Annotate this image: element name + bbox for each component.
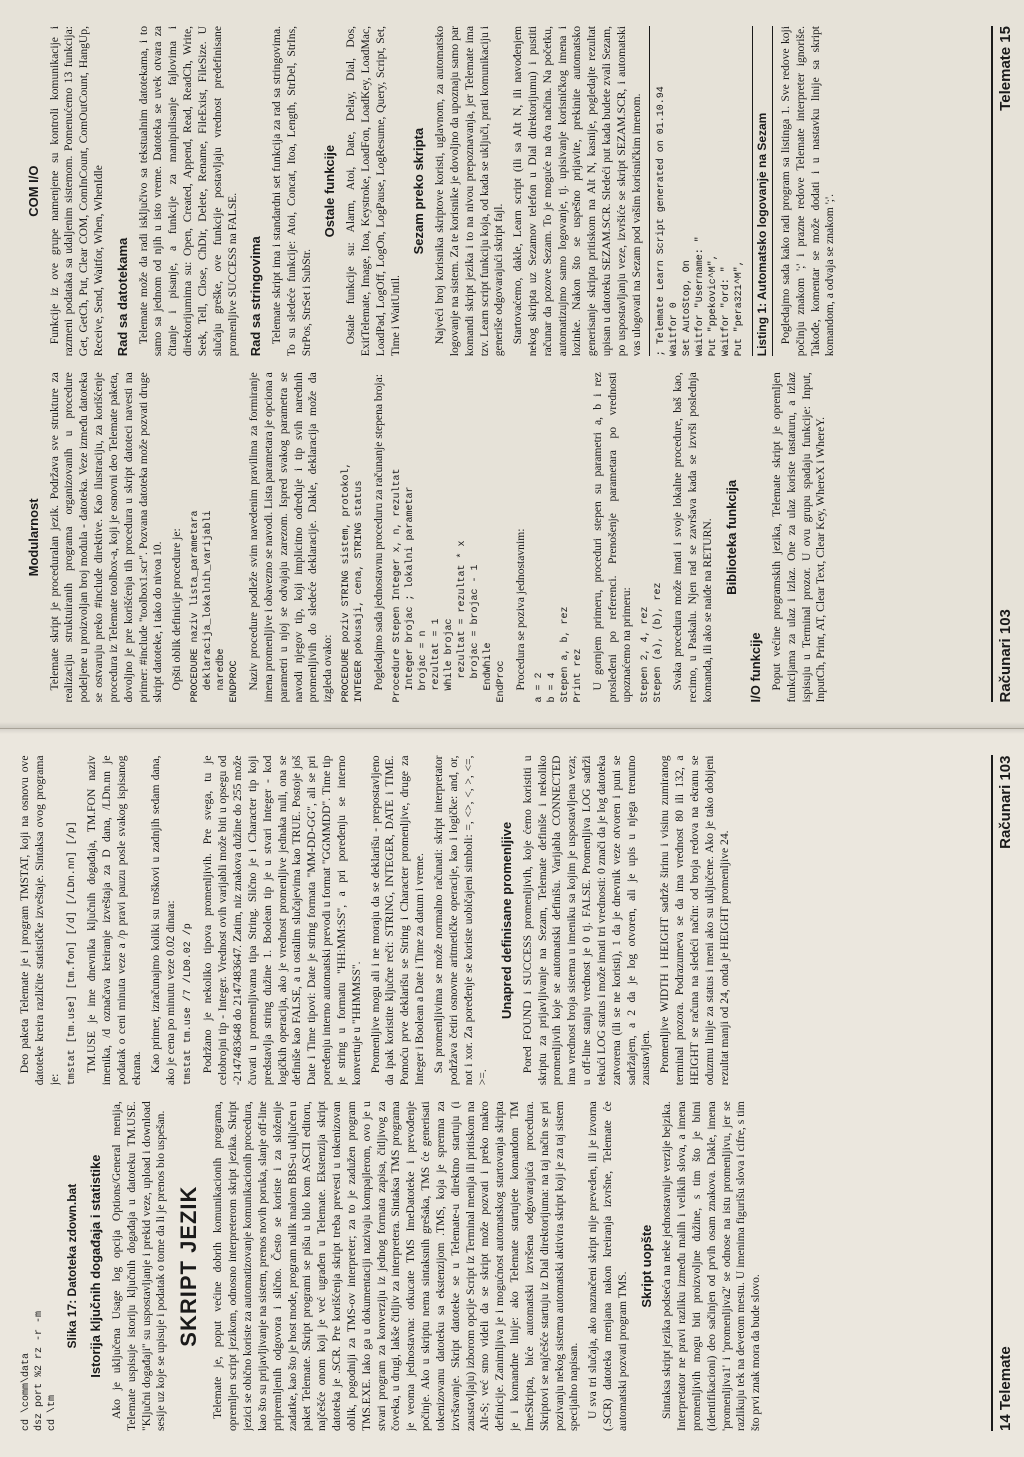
paragraph: Telemate može da radi isključivo sa tekstualnim datotekama, i to samo sa jednom od njih u isto vreme. Datoteka se uvek otvara za čitanje i pisanje, a funkcije za manipulisanje fajlovima i direktorijumima su: Open, Created, Append, Read, ReadCh, Write, Seek, Tell, Close, ChDir, Delete, Rename, FileExist, FileSize. U slučaju greške, ove funkcije postavljaju vrednost predefinisane promenljive SUCCESS na FALSE. xyxy=(136,26,239,357)
heading-datoteke: Rad sa datotekama xyxy=(114,237,130,357)
paragraph: Pogledajmo sada jednostavnu proceduru za računanje stepena broja: xyxy=(372,374,386,691)
code-stepen: Procedure Stepen Integer x, n, rezultat Integer brojac ; lokalni parametar brojac = n rezultat = 1 While brojac rezultat = rezultat * x brojac = brojac - 1 EndWhile EndProc xyxy=(391,468,507,703)
paragraph: Pogledajmo sada kako radi program sa listinga 1. Sve redove koji počinju znakom ';' i prazne redove Telemate interpreter ignoriše. Takođe, komentar se može dodati i u nastavku linije sa skript komandom, a odvaja se znakom ';'. xyxy=(778,26,837,357)
paragraph: Promenljive mogu ali i ne moraju da se deklarišu - prepostavljeno da ipak koristite ključne reči: STRING, INTEGER, DATE i TIME. Pomoću prve deklarišu se String i Character promenljive, druge za Integer i Boolean a Date i Time za datum i vreme. xyxy=(368,755,427,1086)
section-title-skript: SKRIPT JEZIK xyxy=(176,1185,202,1347)
paragraph: Pored FOUND i SUCCESS promenljivih, koje ćemo koristiti u skriptu za prijavljivanje na Sezam, Telemate definiše i nekoliko promenljivih koje se automatski definišu. Varijabla CONNECTED ima vrednost broja sistema u imeniku sa kojim je uspostavljena veza; u off-line stanju vrednost je 0 tj. FALSE. Promenljiva LOG sadrži tekući LOG status i može imati tri vrednosti: 0 znači da je log datoteka zatvorena (ili se ne koristi), 1 da je dnevnik veze otvoren i puni se sadržajem, a 2 da je log otvoren, ali je upis u njega trenutno zaustavljen. xyxy=(520,755,653,1086)
paragraph: U gornjem primeru, proceduri stepen su parametri a, b i rez prosleđeni po referenci. Prenošenje parametara po vrednosti upoznaćemo na primeru: xyxy=(590,372,634,703)
paragraph: Deo paketa Telemate je i program TMSTAT, koji na osnovu ove datoteke kreira različite statističke izveštaje. Sintaksa ovog programa je: xyxy=(18,755,61,1086)
paragraph: Sintaksa skript jezika podseća na neke jednostavnije verzije bejzika. Interpretator ne pravi razliku između malih i velikih slova, a imena promenljivih mogu biti proizvoljne dužine, s tim što je bitni (identifikacioni) deo sačinjen od prvih osam znakova. Dakle, imena 'promenljiva1' i 'promenljiva2' se odnose na istu promenljivu, jer se razlikuju tek na devetom mestu. U imenima figurišu slova i cifre, s tim što prvi znak mora da bude slovo. xyxy=(660,1101,763,1431)
page-footer-left xyxy=(991,756,1014,1432)
listing-caption: Listing 1: Automatsko logovanje na Sezam xyxy=(752,26,773,356)
paragraph: Naziv procedure podleže svim navedenim pravilima za formiranje imena promenljive i obavezno se navodi. Lista parametara je opciona a parametri u njoj se odvajaju zarezom. Ispred svakog parametra se navodi njegov tip, koji implicitno određuje i tip svih narednih promenljivih do sledeće deklaracije. Dakle, deklaracija može da izgleda ovako: xyxy=(247,372,335,703)
paragraph: Ostale funkcije su: Alarm, Atoi, Date, Delay, Dial, Dos, ExitTelemate, Image, Itoa, Keystroke, LoadFon, LoadKey, LoadMac, LoadPad, LogOff, LogOn, LogPause, LogResume, Query, Script, Set, Time i WaitUntil. xyxy=(344,26,402,357)
code-zdown: cd \comm\data dsz port %2 rz -r -m cd \tm xyxy=(21,1310,58,1431)
heading-stringovi: Rad sa stringovima xyxy=(248,236,264,357)
heading-unapred: Unapred definisane promenljive xyxy=(499,821,515,1019)
figure-caption: Slika 17: Datoteka zdown.bat xyxy=(65,1183,79,1349)
paragraph: Promenljive WIDTH i HEIGHT sadrže širinu i visinu zumiranog terminal prozora. Podrazumeva se da ima vrednost 80 ili 132, a HEIGHT se računa na sledeći način: od broja redova na ekranu se oduzmu linije za status i meni ako su uključene. Ako je tako dobijeni rezultat manji od 24, onda je HEIGHT promenljive 24. xyxy=(658,755,731,1086)
right-page-column-1 xyxy=(18,372,974,702)
code-call: a = 2 b = 4 Stepen a, b, rez Print rez xyxy=(533,606,584,703)
heading-sezam: Sezam preko skripta xyxy=(411,127,427,255)
heading-com-io: COM I/O xyxy=(26,165,41,217)
magazine-issue-left: Računari 103 xyxy=(997,755,1014,849)
paragraph: Telemate skript ima i standardni set funkcija za rad sa stringovima. To su sledeće funkcije: Atoi, Concat, Itoa, Length, StrDel, StrIns, StrPos, StrSet i SubStr. xyxy=(269,26,313,357)
paragraph: TM.USE je ime dnevnika ključnih događaja, TM.FON naziv imenika, /d označava kreiranje izveštaja za D dana, /LDn.nn je podatak o ceni minuta veze a /p pravi pauzu posle svakog ispisanog ekrana. xyxy=(85,755,143,1086)
code-listing-1: ; Telemate Learn Script generated on 01.10.94 Waitfor 0 Set AutoStop, On Waitfor "Username: " Put "ppekovic^M", Waitfor "ord: " Put "pera321^M", xyxy=(655,86,745,357)
heading-istorija: Istorija ključnih događaja i statistike xyxy=(88,1154,104,1378)
code-by-value: Stepen 2, 4, rez Stepen (a), (b), rez xyxy=(640,582,665,703)
paragraph: Funkcije iz ove grupe namenjene su kontroli komunikacije i razmeni podataka sa udaljenim sistemom. Pomenućemo 13 funkcija: Get, GetCh, Put, Clear COM, ComInCount, ComOutCount, HangUp, Receive, Send, Waitfor, When, WhenIdle xyxy=(47,26,106,357)
code-procedure-form: PROCEDURE naziv lista_parametara deklaracija_lokalnih_varijabli naredbe ENDPROC xyxy=(190,510,241,703)
paragraph: Telemate je, poput većine dobrih komunikacionih programa, opremljen script jezikom, odnosno interpreterom skript jezika. Skript jezici se obično koriste za automatizovanje komunikacionih procedura, kao što su prijavljivanje na sistem, prenos novih poruka, slanje off-line pripremljenih odgovora i slično. Često se koriste i za složenije zadatke, kao što je host mode, program nalik malom BBS-u uključen u paket Telemate. Skript programi se pišu u bilo kom ASCII editoru, najčešće onom koji je već ugrađen u Telemate. Ekstenzija skript datoteka je .SCR. Pre korišćenja skript treba prevesti u tokenizovan oblik, pogodniji za TMS-ov interpreter; za to je zadužen program TMS.EXE. Iako ga u dokumentaciji nazivaju kompajlerom, ovo je u stvari program za konverziju iz jednog formata zapisa, čitljivog za čoveka, u drugi, lakše čitljiv za interpretera. Sintaksa TMS programa je veoma jednostavna: otkucate TMS ImeDatoteke i prevođenje počinje. Ako u skriptu nema sintaksnih grešaka, TMS će generisati tokenizovanu datoteku sa ekstenzijom .TMS, koja je spremna za izvršavanje. Skript datoteke se u Telemate-u direktno startuju (i zaustavljaju) izborom opcije Script iz Terminal menija ili pritiskom na Alt-S; već smo videli da se skript može pozvati i preko makro definicije. Zanimljiva je i mogućnost automatskog startovanja skripta je i komandne linije: ako Telemate startujete komandom TM ImeSkripta, biće automatski izvršena odgovarajuća procedura. Skriptovi se najčešće startuju iz Dial direktorijuma: na taj način se pri pozivanju nekog sistema automatski aktivira skript koji je za taj sistem specijalno napisan. xyxy=(211,1101,581,1431)
paragraph: Sa promenljivima se može normalno računati: skript interpretator podržava četiri osnovne aritmetičke operacije, kao i logičke: and, or, not i xor. Za poređenje se koriste uobičajeni simboli: =, <>, <, >, <=, >=. xyxy=(431,755,490,1086)
code-tmstat: tmstat [tm.use] [tm.fon] [/d] [/LDn.nn] [/p] xyxy=(67,821,79,1086)
paragraph: Poput većine programskih jezika, Telemate skript je opremljen funkcijama za ulaz i izlaz. One za ulaz koriste tastaturu, a izlaz ispisuju u Terminal prozor. U ovu grupu spadaju funkcije: Input, InputCh, Print, AT, Clear Text, Clear Key, WhereX i WhereY. xyxy=(769,372,828,703)
paragraph: Najveći broj korisnika skriptove koristi, uglavnom, za automatsko logovanje na sistem. Za te korisnike je dovoljno da upoznaju samo par komandi skript jezika i to na nivou prepoznavanja, jer Telemate ima tzv. Learn script funkciju koja, od kada se uključi, prati komunikaciju i generiše odgovarajući skript fajl. xyxy=(433,26,506,357)
paragraph: Procedura se poziva jednostavnim: xyxy=(513,528,527,691)
magazine-issue-right: Računari 103 xyxy=(997,609,1014,703)
paragraph: U sva tri slučaja, ako naznačeni skript nije preveden, ili je izvorna (.SCR) datoteka menjana nakon kreiranja izvršne, Telemate će automatski pozvati program TMS. xyxy=(586,1101,629,1431)
heading-io: I/O funkcije xyxy=(748,632,764,703)
page-14 xyxy=(0,729,1024,1457)
code-primer: tmstat tm.use /7 /LD0.02 /p xyxy=(183,923,195,1086)
paragraph: Svaka procedura može imati i svoje lokalne procedure, baš kao, recimo, u Paskalu. Njen rad se završava kada se izvrši poslednja komanda, ili ako se naiđe na RETURN. xyxy=(671,372,714,703)
page-footer-right xyxy=(991,26,1014,703)
paragraph: Ako je uključena Usage log opcija Options/General menija, Telemate uspisuje istoriju ključnih događaja u datoteku TM.USE. "Ključni događaji" su uspostavljanje i prekid veze, upload i download sesije uz koje se upisuje i podatak o tome da li je prenos bio uspešan. xyxy=(109,1101,168,1431)
left-page-column-2 xyxy=(18,756,974,1086)
paragraph: Telemate skript je proceduralan jezik. Podržava sve strukture za realizaciju struktuiranih programa organizovanih u procedure podeljene u proizvoljan broj modula - datoteka. Veze između datoteka se ostvaruju preko #include direktive. Kao ilustraciju, za korišćenje procedura iz Telemate toolbox-a, koji je osnovni deo Telemate paketa, dovoljno je pre korišćenja tih procedura u skript datoteci navesti na primer: #include "toolbox1.scr". Pozvana datoteka može pozvati druge skript datoteke, i tako do nivoa 10. xyxy=(47,372,165,703)
paragraph: Opšti oblik definicije procedure je: xyxy=(170,528,184,691)
code-declaration: PROCEDURE poziv STRING sistem, protokol, INTEGER pokusaji, cena, STRING status xyxy=(341,462,366,703)
folio-left: 14 Telemate xyxy=(997,1346,1014,1431)
paragraph: Kao primer, izračunajmo koliki su troškovi u zadnjih sedam dana, ako je cena po minutu veze 0.02 dinara: xyxy=(148,755,177,1086)
right-page-column-2 xyxy=(18,26,974,356)
paragraph: Startovaćemo, dakle, Learn script (ili sa Alt N, ili navođenjem nekog skripta uz Sezamov telefon u Dial direktorijumu) i pustiti računar da pozove Sezam. To je moguće na dva načina. Na početku, automatizujmo samo logovanje, tj. upisivanje korisničkog imena i lozinke. Nakon što se uspešno prijavite, prekinite automatsko generisanje skripta pritiskom na Alt N, kasnije, pogledajte rezultat upisan u datoteku SEZAM.SCR. Sledeći put kada budete zvali Sezam, po uspostavljanju veze, izvršiće se skript SEZAM.SCR, i automatski vas ulogovati na Sezam pod vašim korisničkim imenom. xyxy=(511,26,643,357)
heading-modularnost: Modularnost xyxy=(26,498,41,577)
left-page-column-1 xyxy=(18,1101,974,1431)
heading-ostale: Ostale funkcije xyxy=(322,144,338,238)
heading-uopste: Skript uopšte xyxy=(638,1224,654,1308)
paragraph: Podržano je nekoliko tipova promenljivih. Pre svega, tu je celobrojni tip - Integer. Vrednost ovih varijabli može biti u opsegu od -2147483648 do 2147483647. Zatim, niz znakova dužine do 255 može čuvati u promenljivama tipa String. Slično je i Character tip koji predstavlja string dužine 1. Boolean tip je u stvari Integer - kod logičkih operacija, ako je vrednost promenljive jednaka nuli, ona se definiše kao FALSE, a u ostalim slučajevima kao TRUE. Postoje još Date i Time tipovi: Date je string formata "MM-DD-GG", ali se pri poređenju interno automatski prevodi u format "GGMMDD". Time tip je string u formatu "HH:MM:SS", a pri poređenju se interno konvertuje u "HHMMSS". xyxy=(201,755,363,1086)
folio-right: Telemate 15 xyxy=(997,26,1014,111)
heading-biblioteka: Biblioteka funkcija xyxy=(723,479,739,595)
listing-box xyxy=(649,26,746,356)
